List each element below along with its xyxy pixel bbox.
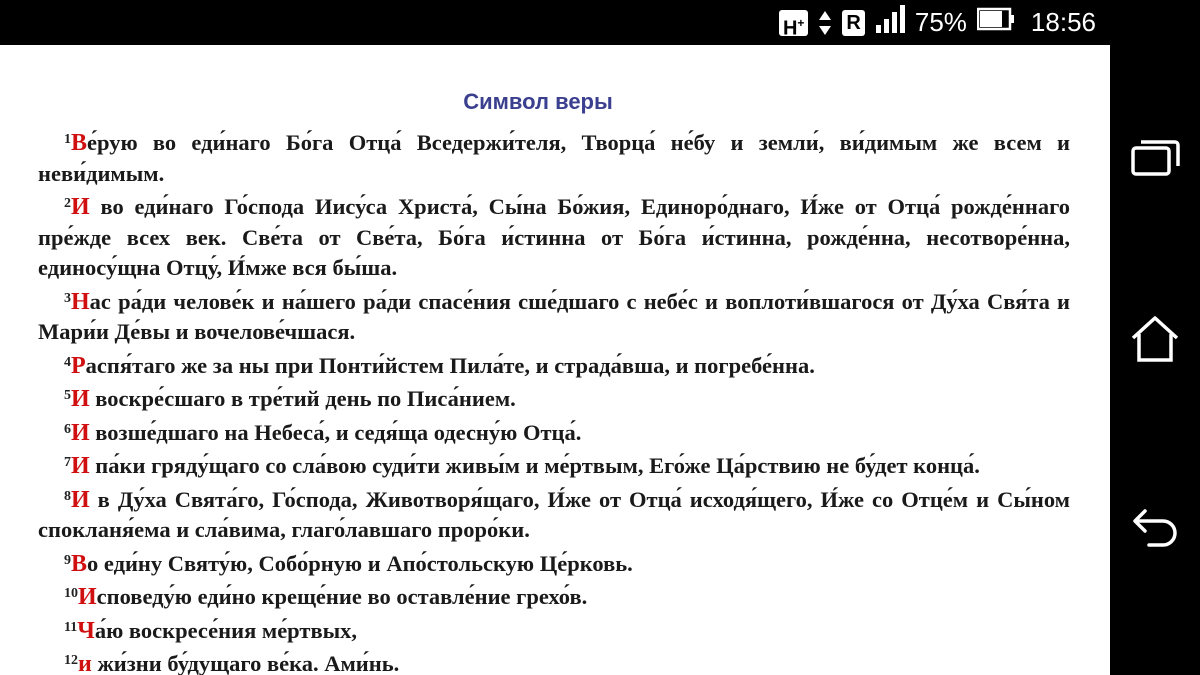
verse-text: о еди́ну Святу́ю, Собо́рную и Апо́стольскую Це́рковь. — [87, 550, 633, 576]
verse-text: во еди́наго Го́спода Иису́са Христа́, Сы́на Бо́жия, Единоро́днаго, И́же от Отца́ рожде́ннаго пре́жде всех век. Све́та от Све́та, Бо́га и́стинна от Бо́га и́стинна, рожде́нна, несотворе́нна, единосу́щна Отцу́, И́мже вся бы́ша. — [38, 194, 1070, 280]
verse-9 — [38, 546, 1070, 580]
verse-1 — [38, 125, 1070, 189]
verse-number: 10 — [64, 586, 78, 601]
verse-number: 1 — [64, 132, 71, 147]
network-type-icon: H+ — [779, 10, 808, 36]
status-bar — [0, 0, 1200, 45]
verse-text: па́ки гряду́щаго со сла́вою суди́ти живы́м и ме́ртвым, Его́же Ца́рствию не бу́дет конца́. — [89, 453, 980, 478]
data-arrows-icon — [818, 8, 832, 38]
verse-6 — [38, 415, 1070, 449]
verse-7 — [38, 448, 1070, 482]
clock: 18:56 — [1030, 7, 1096, 37]
verse-11 — [38, 613, 1070, 647]
verse-initial: Р — [71, 352, 86, 379]
verse-2 — [38, 189, 1070, 284]
navigation-bar — [1110, 45, 1200, 675]
recent-apps-icon[interactable] — [1127, 130, 1183, 186]
battery-percent: 75% — [914, 7, 967, 37]
verse-number: 3 — [64, 290, 71, 306]
verse-initial: И — [71, 453, 90, 479]
signal-icon — [875, 5, 905, 40]
home-icon[interactable] — [1127, 310, 1183, 366]
verse-initial: И — [71, 419, 90, 446]
verse-initial: И — [71, 194, 90, 220]
verse-3 — [38, 284, 1070, 348]
verse-initial: И — [71, 386, 90, 412]
back-icon[interactable] — [1127, 495, 1183, 551]
verse-12 — [38, 646, 1070, 675]
verse-list — [38, 125, 1070, 675]
battery-icon — [977, 7, 1015, 38]
verse-initial: В — [71, 130, 88, 156]
verse-text: аспя́таго же за ны при Понти́йстем Пила́те, и страда́вша, и погребе́нна. — [85, 352, 815, 378]
verse-number: 9 — [64, 552, 71, 568]
verse-initial: В — [71, 550, 88, 577]
verse-8 — [38, 482, 1070, 546]
verse-text: возше́дшаго на Небеса́, и седя́ща одесну́ю Отца́. — [89, 419, 582, 445]
verse-number: 11 — [64, 619, 78, 635]
verse-4 — [38, 348, 1070, 382]
verse-initial: Ч — [77, 617, 95, 644]
verse-number: 6 — [64, 421, 71, 437]
verse-text: воскре́сшаго в тре́тий день по Писа́нием. — [89, 386, 516, 411]
verse-text: жи́зни бу́дущаго ве́ка. Ами́нь. — [91, 651, 400, 675]
verse-number: 7 — [64, 455, 71, 470]
verse-text: а́ю воскресе́ния ме́ртвых, — [94, 617, 358, 643]
verse-number: 8 — [64, 488, 71, 504]
status-icons — [779, 0, 1096, 45]
verse-initial: Н — [71, 288, 90, 315]
verse-text: ас ра́ди челове́к и на́шего ра́ди спасе́ния сше́дшаго с небе́с и воплоти́вшагося от Ду́ха Свя́та и Мари́и Де́вы и вочелове́чшася. — [38, 288, 1070, 344]
verse-10 — [38, 579, 1070, 613]
verse-number: 12 — [64, 653, 78, 668]
verse-5 — [38, 381, 1070, 415]
roaming-icon: R — [842, 10, 864, 36]
verse-number: 4 — [64, 354, 71, 370]
verse-text: е́рую во еди́наго Бо́га Отца́ Вседержи́теля, Творца́ не́бу и земли́, ви́димым же всем и неви́димым. — [38, 130, 1070, 186]
document-image — [0, 45, 1110, 675]
verse-initial: И — [71, 486, 90, 513]
verse-text: в Ду́ха Свята́го, Го́спода, Животворя́щаго, И́же от Отца́ исходя́щего, И́же со Отце́м и Сы́ном спокланя́ема и сла́вима, глаго́лавшаго проро́ки. — [38, 486, 1070, 542]
verse-initial: И — [78, 584, 97, 610]
verse-number: 5 — [64, 388, 71, 403]
verse-initial: и — [78, 651, 92, 675]
page-title: Символ веры — [463, 89, 613, 114]
verse-text: споведу́ю еди́но креще́ние во оставле́ние грехо́в. — [96, 584, 588, 609]
verse-number: 2 — [64, 196, 71, 211]
